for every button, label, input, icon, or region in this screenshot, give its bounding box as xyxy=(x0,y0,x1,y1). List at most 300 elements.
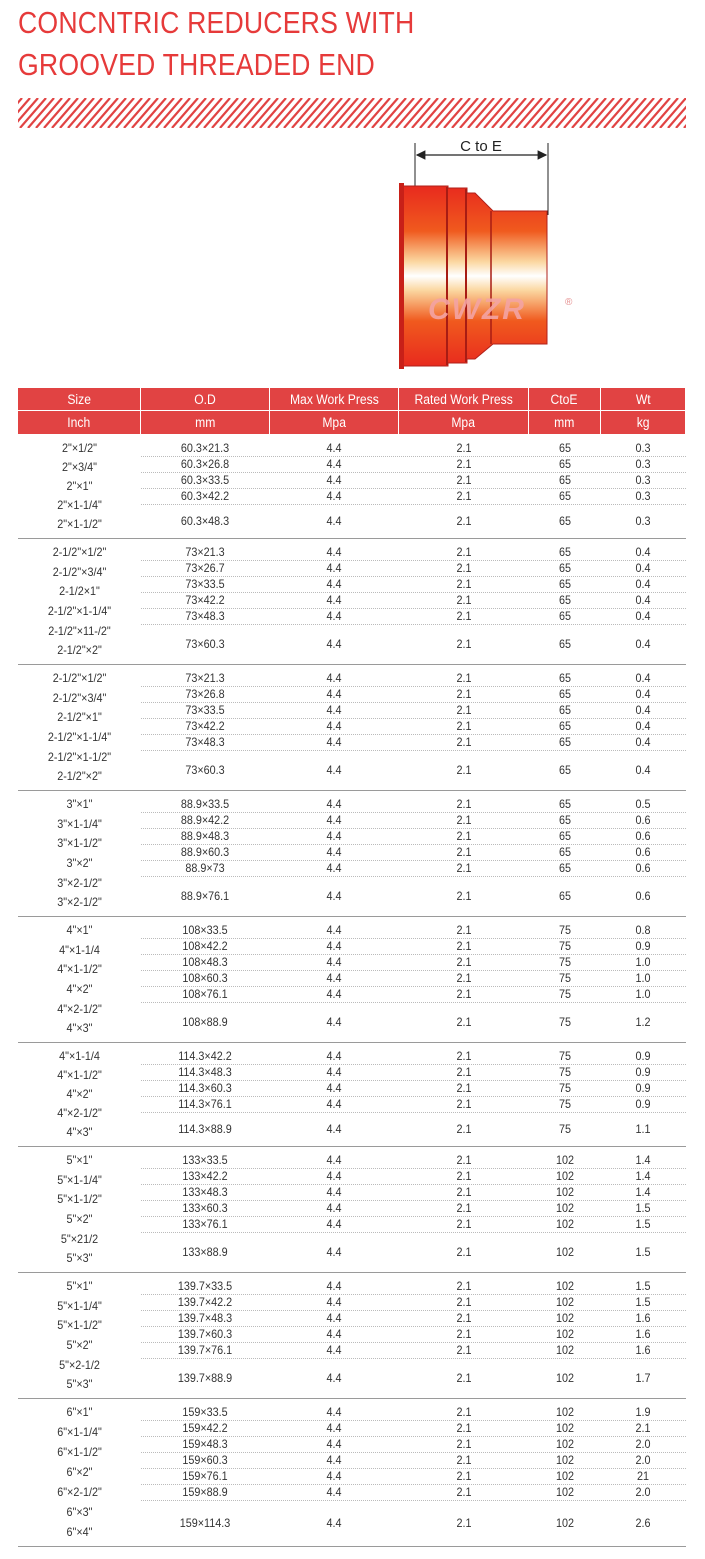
table-row xyxy=(141,812,685,828)
table-row xyxy=(141,1420,685,1436)
row-separator xyxy=(141,560,686,561)
cell-rated-work-press: 2.1 xyxy=(456,1485,472,1499)
cell-max-work-press: 4.4 xyxy=(326,1516,342,1530)
size-label: 2"×1-1/2" xyxy=(57,517,102,532)
cell-wt: 0.4 xyxy=(635,577,651,591)
cell-max-work-press: 4.4 xyxy=(326,609,342,623)
cell-rated-work-press: 2.1 xyxy=(456,671,472,685)
size-label: 2-1/2"×3/4" xyxy=(52,690,107,705)
cell-wt: 1.7 xyxy=(635,1371,651,1385)
size-label: 6"×2" xyxy=(66,1465,93,1479)
cell-wt: 2.0 xyxy=(635,1437,651,1451)
row-separator xyxy=(141,718,686,719)
size-label: 4"×3" xyxy=(66,1125,93,1140)
size-label: 2-1/2"×11-/2" xyxy=(48,623,111,638)
size-label: 6"×4" xyxy=(66,1525,93,1539)
cell-rated-work-press: 2.1 xyxy=(456,1015,472,1029)
cell-ctoe: 102 xyxy=(555,1169,575,1183)
cell-od: 114.3×76.1 xyxy=(178,1097,232,1111)
cell-rated-work-press: 2.1 xyxy=(456,1343,472,1357)
cell-wt: 1.5 xyxy=(635,1295,651,1309)
row-separator xyxy=(141,686,686,687)
cell-wt: 0.4 xyxy=(635,545,651,559)
cell-wt: 1.6 xyxy=(635,1311,651,1325)
cell-rated-work-press: 2.1 xyxy=(456,1169,472,1183)
row-separator xyxy=(141,1420,686,1421)
cell-wt: 1.1 xyxy=(635,1122,651,1136)
table-row xyxy=(141,592,685,608)
unit-max-work-press: Mpa xyxy=(270,411,399,434)
cell-od: 73×48.3 xyxy=(185,735,225,749)
group-separator xyxy=(18,1146,686,1147)
cell-max-work-press: 4.4 xyxy=(326,1097,342,1111)
table-row xyxy=(141,576,685,592)
cell-od: 139.7×76.1 xyxy=(177,1343,233,1357)
table-row xyxy=(141,686,685,702)
cell-ctoe: 102 xyxy=(555,1405,575,1419)
row-separator xyxy=(141,750,686,751)
row-separator xyxy=(141,1436,686,1437)
cell-od: 114.3×48.3 xyxy=(178,1065,232,1079)
cell-ctoe: 75 xyxy=(558,1081,572,1095)
cell-max-work-press: 4.4 xyxy=(326,1245,342,1259)
cell-max-work-press: 4.4 xyxy=(326,1421,342,1435)
row-separator xyxy=(141,1452,686,1453)
row-separator xyxy=(141,1342,686,1343)
size-label: 2-1/2"×1/2" xyxy=(52,544,107,559)
cell-max-work-press: 4.4 xyxy=(326,829,342,843)
cell-max-work-press: 4.4 xyxy=(326,763,342,777)
cell-od: 60.3×48.3 xyxy=(180,514,230,528)
size-label: 2-1/2"×2" xyxy=(57,643,102,658)
row-separator xyxy=(141,1310,686,1311)
cell-ctoe: 65 xyxy=(558,889,572,903)
cell-rated-work-press: 2.1 xyxy=(456,1453,472,1467)
cell-ctoe: 65 xyxy=(558,577,572,591)
cell-ctoe: 75 xyxy=(558,971,572,985)
cell-rated-work-press: 2.1 xyxy=(456,939,472,953)
header-max-work-press: Max Work Press xyxy=(270,388,399,411)
title-line-2: GROOVED THREADED END xyxy=(18,47,375,82)
table-row xyxy=(141,762,685,778)
table-row xyxy=(141,1184,685,1200)
cell-ctoe: 75 xyxy=(558,939,572,953)
cell-rated-work-press: 2.1 xyxy=(456,1469,472,1483)
cell-rated-work-press: 2.1 xyxy=(456,1049,472,1063)
table-row xyxy=(141,1310,685,1326)
cell-rated-work-press: 2.1 xyxy=(456,1516,472,1530)
row-separator xyxy=(141,1200,686,1201)
cell-ctoe: 65 xyxy=(558,845,572,859)
table-row xyxy=(141,986,685,1002)
size-label: 2"×1-1/4" xyxy=(57,498,102,513)
size-label: 2-1/2"×2" xyxy=(57,769,102,784)
cell-ctoe: 65 xyxy=(558,813,572,827)
cell-ctoe: 65 xyxy=(558,671,572,685)
table-row xyxy=(141,1121,685,1137)
cell-rated-work-press: 2.1 xyxy=(456,1421,472,1435)
cell-rated-work-press: 2.1 xyxy=(456,687,472,701)
size-label: 4"×1-1/2" xyxy=(57,1067,102,1082)
group-separator xyxy=(18,1546,686,1547)
row-separator xyxy=(141,504,686,505)
cell-wt: 0.9 xyxy=(635,1097,651,1111)
cwzr-logo: CWZR xyxy=(428,293,526,326)
cell-od: 159×76.1 xyxy=(182,1469,228,1483)
cell-rated-work-press: 2.1 xyxy=(456,1245,472,1259)
cell-max-work-press: 4.4 xyxy=(326,637,342,651)
cell-od: 88.9×48.3 xyxy=(180,829,230,843)
cell-max-work-press: 4.4 xyxy=(326,687,342,701)
cell-ctoe: 65 xyxy=(558,593,572,607)
cell-wt: 1.5 xyxy=(635,1245,651,1259)
cell-wt: 0.3 xyxy=(635,457,651,471)
cell-rated-work-press: 2.1 xyxy=(456,1295,472,1309)
cell-rated-work-press: 2.1 xyxy=(456,987,472,1001)
table-row xyxy=(141,1152,685,1168)
cell-od: 73×60.3 xyxy=(185,763,225,777)
table-row xyxy=(141,1326,685,1342)
cell-rated-work-press: 2.1 xyxy=(456,861,472,875)
cell-od: 73×26.8 xyxy=(185,687,225,701)
cell-ctoe: 65 xyxy=(558,861,572,875)
cell-max-work-press: 4.4 xyxy=(326,735,342,749)
cell-wt: 0.4 xyxy=(635,735,651,749)
cell-ctoe: 102 xyxy=(555,1469,575,1483)
row-separator xyxy=(141,1112,686,1113)
cell-rated-work-press: 2.1 xyxy=(456,514,472,528)
row-separator xyxy=(141,1326,686,1327)
cell-max-work-press: 4.4 xyxy=(326,457,342,471)
cell-od: 139.7×88.9 xyxy=(177,1371,233,1385)
table-row xyxy=(141,670,685,686)
cell-od: 73×21.3 xyxy=(185,545,225,559)
header-rated-work-press: Rated Work Press xyxy=(399,388,529,411)
size-label: 3"×2-1/2" xyxy=(57,895,102,910)
header-row xyxy=(18,388,686,411)
row-separator xyxy=(141,472,686,473)
row-separator xyxy=(141,938,686,939)
group-separator xyxy=(18,664,686,665)
row-separator xyxy=(141,954,686,955)
row-separator xyxy=(141,1358,686,1359)
cell-rated-work-press: 2.1 xyxy=(456,971,472,985)
cell-wt: 21 xyxy=(636,1469,650,1483)
cell-ctoe: 65 xyxy=(558,473,572,487)
row-separator xyxy=(141,1232,686,1233)
size-label: 6"×3" xyxy=(66,1505,93,1519)
table-row xyxy=(141,1080,685,1096)
cell-rated-work-press: 2.1 xyxy=(456,1153,472,1167)
table-row xyxy=(141,472,685,488)
cell-od: 139.7×33.5 xyxy=(177,1279,233,1293)
table-row xyxy=(141,608,685,624)
cell-od: 60.3×33.5 xyxy=(180,473,230,487)
cell-rated-work-press: 2.1 xyxy=(456,1279,472,1293)
cell-ctoe: 75 xyxy=(558,987,572,1001)
table-row xyxy=(141,456,685,472)
cell-ctoe: 102 xyxy=(555,1311,575,1325)
cell-rated-work-press: 2.1 xyxy=(456,829,472,843)
cell-ctoe: 65 xyxy=(558,441,572,455)
table-row xyxy=(141,513,685,529)
unit-size: Inch xyxy=(18,411,141,434)
table-row xyxy=(141,1216,685,1232)
size-label: 5"×21/2 xyxy=(60,1231,99,1246)
cell-od: 139.7×60.3 xyxy=(177,1327,233,1341)
table-row xyxy=(141,718,685,734)
table-row xyxy=(141,1168,685,1184)
cell-max-work-press: 4.4 xyxy=(326,1201,342,1215)
row-separator xyxy=(141,624,686,625)
cell-max-work-press: 4.4 xyxy=(326,473,342,487)
row-separator xyxy=(141,1080,686,1081)
cell-od: 73×33.5 xyxy=(185,703,225,717)
cell-od: 108×48.3 xyxy=(182,955,228,969)
row-separator xyxy=(141,812,686,813)
cell-rated-work-press: 2.1 xyxy=(456,441,472,455)
cell-rated-work-press: 2.1 xyxy=(456,1405,472,1419)
cell-od: 88.9×60.3 xyxy=(180,845,230,859)
cell-max-work-press: 4.4 xyxy=(326,1153,342,1167)
size-label: 5"×1" xyxy=(66,1152,93,1167)
cell-od: 108×60.3 xyxy=(182,971,228,985)
cell-wt: 0.4 xyxy=(635,593,651,607)
row-separator xyxy=(141,1484,686,1485)
cell-wt: 1.5 xyxy=(635,1217,651,1231)
cell-rated-work-press: 2.1 xyxy=(456,593,472,607)
page-title xyxy=(18,2,586,86)
group-separator xyxy=(18,1042,686,1043)
cell-wt: 1.5 xyxy=(635,1201,651,1215)
row-separator xyxy=(141,1168,686,1169)
cell-rated-work-press: 2.1 xyxy=(456,1327,472,1341)
cell-max-work-press: 4.4 xyxy=(326,1169,342,1183)
hatched-divider xyxy=(18,98,686,128)
table-row xyxy=(141,954,685,970)
cell-od: 133×88.9 xyxy=(182,1245,228,1259)
cell-rated-work-press: 2.1 xyxy=(456,609,472,623)
cell-wt: 1.5 xyxy=(635,1279,651,1293)
size-label: 5"×1-1/4" xyxy=(57,1172,102,1187)
cell-wt: 0.3 xyxy=(635,473,651,487)
cell-od: 114.3×88.9 xyxy=(178,1122,232,1136)
table-row xyxy=(141,828,685,844)
table-row xyxy=(141,1404,685,1420)
cell-od: 159×42.2 xyxy=(182,1421,228,1435)
cell-wt: 1.0 xyxy=(635,987,651,1001)
cell-wt: 1.4 xyxy=(635,1185,651,1199)
cell-max-work-press: 4.4 xyxy=(326,1081,342,1095)
table-row xyxy=(141,1468,685,1484)
size-label: 4"×1" xyxy=(66,922,93,937)
cell-max-work-press: 4.4 xyxy=(326,489,342,503)
row-separator xyxy=(141,576,686,577)
size-label: 5"×2" xyxy=(66,1337,93,1352)
row-separator xyxy=(141,1002,686,1003)
table-row xyxy=(141,544,685,560)
cell-od: 73×48.3 xyxy=(185,609,225,623)
cell-rated-work-press: 2.1 xyxy=(456,1081,472,1095)
header-od: O.D xyxy=(141,388,270,411)
header-wt: Wt xyxy=(601,388,686,411)
cell-wt: 0.4 xyxy=(635,763,651,777)
size-label: 4"×2" xyxy=(66,981,93,996)
cell-rated-work-press: 2.1 xyxy=(456,489,472,503)
cell-ctoe: 102 xyxy=(555,1516,575,1530)
cell-max-work-press: 4.4 xyxy=(326,1405,342,1419)
row-separator xyxy=(141,1096,686,1097)
cell-ctoe: 102 xyxy=(555,1371,575,1385)
cell-rated-work-press: 2.1 xyxy=(456,955,472,969)
table-row xyxy=(141,702,685,718)
cell-od: 88.9×33.5 xyxy=(180,797,230,811)
cell-ctoe: 75 xyxy=(558,923,572,937)
row-separator xyxy=(141,970,686,971)
cell-wt: 2.6 xyxy=(635,1516,651,1530)
cell-ctoe: 65 xyxy=(558,609,572,623)
cell-max-work-press: 4.4 xyxy=(326,561,342,575)
cell-od: 159×60.3 xyxy=(182,1453,228,1467)
cell-ctoe: 65 xyxy=(558,687,572,701)
cell-max-work-press: 4.4 xyxy=(326,845,342,859)
cell-wt: 0.4 xyxy=(635,637,651,651)
cell-ctoe: 102 xyxy=(555,1485,575,1499)
size-label: 4"×1-1/4 xyxy=(59,942,100,957)
cell-rated-work-press: 2.1 xyxy=(456,703,472,717)
table-row xyxy=(141,1014,685,1030)
table-row xyxy=(141,1200,685,1216)
unit-od: mm xyxy=(141,411,270,434)
cell-rated-work-press: 2.1 xyxy=(456,923,472,937)
cell-wt: 1.9 xyxy=(635,1405,651,1419)
row-separator xyxy=(141,860,686,861)
cell-rated-work-press: 2.1 xyxy=(456,719,472,733)
row-separator xyxy=(141,1216,686,1217)
cell-max-work-press: 4.4 xyxy=(326,1185,342,1199)
size-label: 2-1/2"×1-1/4" xyxy=(47,729,112,744)
cell-wt: 0.3 xyxy=(635,489,651,503)
reducer-diagram xyxy=(395,133,577,380)
size-label: 2-1/2"×1/2" xyxy=(52,670,107,685)
cell-wt: 0.4 xyxy=(635,609,651,623)
cell-wt: 0.9 xyxy=(635,939,651,953)
cell-max-work-press: 4.4 xyxy=(326,545,342,559)
cell-max-work-press: 4.4 xyxy=(326,797,342,811)
cell-max-work-press: 4.4 xyxy=(326,1217,342,1231)
table-row xyxy=(141,636,685,652)
cell-wt: 1.6 xyxy=(635,1343,651,1357)
cell-wt: 0.9 xyxy=(635,1065,651,1079)
size-label: 6"×1" xyxy=(66,1405,93,1419)
cell-max-work-press: 4.4 xyxy=(326,1371,342,1385)
row-separator xyxy=(141,592,686,593)
cell-wt: 0.6 xyxy=(635,889,651,903)
table-row xyxy=(141,1452,685,1468)
cell-ctoe: 65 xyxy=(558,763,572,777)
cell-rated-work-press: 2.1 xyxy=(456,845,472,859)
size-label: 5"×2" xyxy=(66,1211,93,1226)
cell-ctoe: 75 xyxy=(558,1065,572,1079)
cell-od: 60.3×21.3 xyxy=(180,441,230,455)
table-row xyxy=(141,1244,685,1260)
size-label: 3"×1" xyxy=(66,796,93,811)
cell-wt: 0.6 xyxy=(635,845,651,859)
table-row xyxy=(141,860,685,876)
table-row xyxy=(141,560,685,576)
cell-wt: 0.4 xyxy=(635,719,651,733)
cell-max-work-press: 4.4 xyxy=(326,593,342,607)
cell-max-work-press: 4.4 xyxy=(326,987,342,1001)
size-label: 4"×2" xyxy=(66,1087,93,1101)
size-label: 2"×3/4" xyxy=(61,459,97,474)
group-separator xyxy=(18,916,686,917)
cell-od: 108×88.9 xyxy=(182,1015,228,1029)
cell-ctoe: 102 xyxy=(555,1343,575,1357)
row-separator xyxy=(141,1064,686,1065)
cell-od: 73×33.5 xyxy=(185,577,225,591)
cell-rated-work-press: 2.1 xyxy=(456,637,472,651)
cell-wt: 1.6 xyxy=(635,1327,651,1341)
cell-od: 73×21.3 xyxy=(185,671,225,685)
row-separator xyxy=(141,1500,686,1501)
size-label: 3"×1-1/2" xyxy=(57,836,102,851)
cell-wt: 0.6 xyxy=(635,861,651,875)
size-label: 2-1/2"×1-1/4" xyxy=(47,603,112,618)
cell-max-work-press: 4.4 xyxy=(326,861,342,875)
cell-rated-work-press: 2.1 xyxy=(456,1097,472,1111)
table-row xyxy=(141,796,685,812)
cell-wt: 1.0 xyxy=(635,955,651,969)
table-row xyxy=(141,1294,685,1310)
size-label: 2"×1/2" xyxy=(61,440,97,455)
cell-od: 108×33.5 xyxy=(182,923,228,937)
cell-ctoe: 75 xyxy=(558,955,572,969)
cell-wt: 0.3 xyxy=(635,441,651,455)
size-label: 4"×2-1/2" xyxy=(57,1106,102,1121)
cell-wt: 1.2 xyxy=(635,1015,651,1029)
cell-max-work-press: 4.4 xyxy=(326,971,342,985)
row-separator xyxy=(141,734,686,735)
table-row xyxy=(141,440,685,456)
cell-max-work-press: 4.4 xyxy=(326,1049,342,1063)
size-label: 5"×1" xyxy=(66,1278,93,1293)
cell-ctoe: 102 xyxy=(555,1295,575,1309)
cell-max-work-press: 4.4 xyxy=(326,813,342,827)
size-label: 2"×1" xyxy=(66,479,93,493)
row-separator xyxy=(141,1468,686,1469)
cell-od: 73×42.2 xyxy=(185,719,225,733)
table-row xyxy=(141,888,685,904)
cell-ctoe: 75 xyxy=(558,1097,572,1111)
cell-ctoe: 102 xyxy=(555,1421,575,1435)
table-row xyxy=(141,1048,685,1064)
size-label: 5"×3" xyxy=(66,1251,93,1266)
cell-wt: 1.4 xyxy=(635,1169,651,1183)
cell-od: 159×33.5 xyxy=(182,1405,228,1419)
cell-od: 133×48.3 xyxy=(182,1185,228,1199)
cell-od: 159×48.3 xyxy=(182,1437,228,1451)
cell-wt: 0.4 xyxy=(635,671,651,685)
cell-ctoe: 102 xyxy=(555,1437,575,1451)
cell-ctoe: 75 xyxy=(558,1015,572,1029)
cell-max-work-press: 4.4 xyxy=(326,1469,342,1483)
row-separator xyxy=(141,1184,686,1185)
row-separator xyxy=(141,876,686,877)
cell-wt: 0.8 xyxy=(635,923,651,937)
size-label: 4"×3" xyxy=(66,1021,93,1036)
size-label: 2-1/2×1" xyxy=(59,584,100,599)
